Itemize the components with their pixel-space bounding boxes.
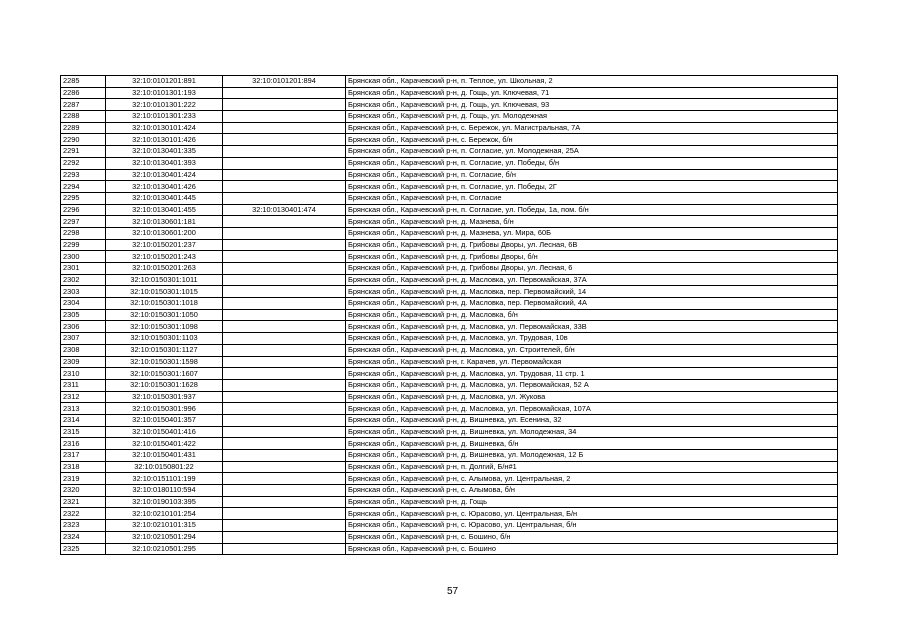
address-cell: Брянская обл., Карачевский р-н, д. Масловка, ул. Трудовая, 10в bbox=[346, 333, 838, 345]
previous-number-cell bbox=[223, 485, 346, 497]
address-cell: Брянская обл., Карачевский р-н, д. Мазнева, б/н bbox=[346, 216, 838, 228]
previous-number-cell bbox=[223, 450, 346, 462]
cadastral-number-cell: 32:10:0150201:237 bbox=[106, 239, 223, 251]
address-cell: Брянская обл., Карачевский р-н, п. Согласие, б/н bbox=[346, 169, 838, 181]
table-row bbox=[61, 169, 838, 181]
address-cell: Брянская обл., Карачевский р-н, д. Гощь bbox=[346, 496, 838, 508]
previous-number-cell bbox=[223, 531, 346, 543]
previous-number-cell: 32:10:0130401:474 bbox=[223, 204, 346, 216]
cadastral-number-cell: 32:10:0150401:357 bbox=[106, 414, 223, 426]
address-cell: Брянская обл., Карачевский р-н, с. Юрасово, ул. Центральная, б/н bbox=[346, 520, 838, 532]
cadastral-number-cell: 32:10:0150301:1050 bbox=[106, 309, 223, 321]
address-cell: Брянская обл., Карачевский р-н, п. Согласие, ул. Молодежная, 25А bbox=[346, 146, 838, 158]
previous-number-cell bbox=[223, 461, 346, 473]
row-number-cell: 2288 bbox=[61, 111, 106, 123]
table-row bbox=[61, 251, 838, 263]
table-row bbox=[61, 122, 838, 134]
table-row bbox=[61, 333, 838, 345]
row-number-cell: 2317 bbox=[61, 450, 106, 462]
table-row bbox=[61, 309, 838, 321]
address-cell: Брянская обл., Карачевский р-н, д. Масловка, ул. Первомайская, 37А bbox=[346, 274, 838, 286]
previous-number-cell bbox=[223, 251, 346, 263]
cadastral-number-cell: 32:10:0210501:294 bbox=[106, 531, 223, 543]
row-number-cell: 2323 bbox=[61, 520, 106, 532]
address-cell: Брянская обл., Карачевский р-н, д. Вишневка, б/н bbox=[346, 438, 838, 450]
table-row bbox=[61, 426, 838, 438]
previous-number-cell bbox=[223, 274, 346, 286]
cadastral-number-cell: 32:10:0130401:455 bbox=[106, 204, 223, 216]
address-cell: Брянская обл., Карачевский р-н, д. Мазнева, ул. Мира, 60Б bbox=[346, 227, 838, 239]
cadastral-number-cell: 32:10:0150401:431 bbox=[106, 450, 223, 462]
address-cell: Брянская обл., Карачевский р-н, с. Юрасово, ул. Центральная, Б/н bbox=[346, 508, 838, 520]
cadastral-number-cell: 32:10:0150201:243 bbox=[106, 251, 223, 263]
previous-number-cell bbox=[223, 286, 346, 298]
table-row bbox=[61, 461, 838, 473]
table-row bbox=[61, 520, 838, 532]
previous-number-cell bbox=[223, 414, 346, 426]
table-row bbox=[61, 239, 838, 251]
cadastral-number-cell: 32:10:0101201:891 bbox=[106, 76, 223, 88]
row-number-cell: 2312 bbox=[61, 391, 106, 403]
page-number: 57 bbox=[446, 586, 459, 597]
previous-number-cell bbox=[223, 181, 346, 193]
address-cell: Брянская обл., Карачевский р-н, п. Согласие, ул. Победы, б/н bbox=[346, 157, 838, 169]
row-number-cell: 2324 bbox=[61, 531, 106, 543]
table-row bbox=[61, 368, 838, 380]
table-row bbox=[61, 76, 838, 88]
previous-number-cell bbox=[223, 309, 346, 321]
table-row bbox=[61, 485, 838, 497]
row-number-cell: 2296 bbox=[61, 204, 106, 216]
cadastral-number-cell: 32:10:0130401:445 bbox=[106, 192, 223, 204]
previous-number-cell bbox=[223, 298, 346, 310]
cadastral-number-cell: 32:10:0101301:193 bbox=[106, 87, 223, 99]
previous-number-cell bbox=[223, 356, 346, 368]
cadastral-number-cell: 32:10:0150301:1015 bbox=[106, 286, 223, 298]
table-row bbox=[61, 157, 838, 169]
table-row bbox=[61, 356, 838, 368]
table-row bbox=[61, 298, 838, 310]
previous-number-cell bbox=[223, 239, 346, 251]
address-cell: Брянская обл., Карачевский р-н, д. Грибовы Дворы, ул. Лесная, 6В bbox=[346, 239, 838, 251]
cadastral-number-cell: 32:10:0130401:393 bbox=[106, 157, 223, 169]
row-number-cell: 2290 bbox=[61, 134, 106, 146]
table-row bbox=[61, 263, 838, 275]
address-cell: Брянская обл., Карачевский р-н, с. Алымова, б/н bbox=[346, 485, 838, 497]
row-number-cell: 2306 bbox=[61, 321, 106, 333]
row-number-cell: 2301 bbox=[61, 263, 106, 275]
row-number-cell: 2300 bbox=[61, 251, 106, 263]
address-cell: Брянская обл., Карачевский р-н, д. Гощь, ул. Ключевая, 93 bbox=[346, 99, 838, 111]
table-row bbox=[61, 321, 838, 333]
row-number-cell: 2297 bbox=[61, 216, 106, 228]
cadastral-number-cell: 32:10:0150401:416 bbox=[106, 426, 223, 438]
table-row bbox=[61, 146, 838, 158]
cadastral-number-cell: 32:10:0150301:937 bbox=[106, 391, 223, 403]
cadastral-number-cell: 32:10:0150301:1127 bbox=[106, 344, 223, 356]
row-number-cell: 2291 bbox=[61, 146, 106, 158]
table-row bbox=[61, 227, 838, 239]
address-cell: Брянская обл., Карачевский р-н, д. Масловка, ул. Первомайская, 52 А bbox=[346, 379, 838, 391]
row-number-cell: 2320 bbox=[61, 485, 106, 497]
table-row bbox=[61, 496, 838, 508]
cadastral-table bbox=[60, 75, 838, 555]
row-number-cell: 2325 bbox=[61, 543, 106, 555]
address-cell: Брянская обл., Карачевский р-н, п. Долгий, Б/н#1 bbox=[346, 461, 838, 473]
previous-number-cell bbox=[223, 426, 346, 438]
row-number-cell: 2309 bbox=[61, 356, 106, 368]
cadastral-number-cell: 32:10:0150301:996 bbox=[106, 403, 223, 415]
previous-number-cell bbox=[223, 122, 346, 134]
address-cell: Брянская обл., Карачевский р-н, с. Бережок, ул. Магистральная, 7А bbox=[346, 122, 838, 134]
cadastral-number-cell: 32:10:0101301:233 bbox=[106, 111, 223, 123]
cadastral-number-cell: 32:10:0130601:181 bbox=[106, 216, 223, 228]
cadastral-number-cell: 32:10:0130101:424 bbox=[106, 122, 223, 134]
address-cell: Брянская обл., Карачевский р-н, с. Бошино bbox=[346, 543, 838, 555]
previous-number-cell bbox=[223, 344, 346, 356]
cadastral-number-cell: 32:10:0150801:22 bbox=[106, 461, 223, 473]
previous-number-cell bbox=[223, 227, 346, 239]
previous-number-cell bbox=[223, 379, 346, 391]
address-cell: Брянская обл., Карачевский р-н, д. Гощь, ул. Молодежная bbox=[346, 111, 838, 123]
table-row bbox=[61, 111, 838, 123]
cadastral-number-cell: 32:10:0130601:200 bbox=[106, 227, 223, 239]
address-cell: Брянская обл., Карачевский р-н, д. Масловка, ул. Первомайская, 33В bbox=[346, 321, 838, 333]
address-cell: Брянская обл., Карачевский р-н, д. Масловка, пер. Первомайский, 14 bbox=[346, 286, 838, 298]
previous-number-cell bbox=[223, 87, 346, 99]
previous-number-cell bbox=[223, 169, 346, 181]
cadastral-number-cell: 32:10:0210501:295 bbox=[106, 543, 223, 555]
previous-number-cell bbox=[223, 263, 346, 275]
table-row bbox=[61, 344, 838, 356]
row-number-cell: 2311 bbox=[61, 379, 106, 391]
cadastral-number-cell: 32:10:0150301:1607 bbox=[106, 368, 223, 380]
address-cell: Брянская обл., Карачевский р-н, п. Согласие, ул. Победы, 1а, пом. б/н bbox=[346, 204, 838, 216]
cadastral-number-cell: 32:10:0130401:335 bbox=[106, 146, 223, 158]
row-number-cell: 2322 bbox=[61, 508, 106, 520]
cadastral-number-cell: 32:10:0150201:263 bbox=[106, 263, 223, 275]
cadastral-number-cell: 32:10:0150301:1011 bbox=[106, 274, 223, 286]
table-row bbox=[61, 438, 838, 450]
row-number-cell: 2315 bbox=[61, 426, 106, 438]
row-number-cell: 2308 bbox=[61, 344, 106, 356]
cadastral-number-cell: 32:10:0130401:426 bbox=[106, 181, 223, 193]
previous-number-cell bbox=[223, 146, 346, 158]
previous-number-cell bbox=[223, 157, 346, 169]
row-number-cell: 2302 bbox=[61, 274, 106, 286]
row-number-cell: 2295 bbox=[61, 192, 106, 204]
cadastral-number-cell: 32:10:0210101:315 bbox=[106, 520, 223, 532]
cadastral-number-cell: 32:10:0150301:1628 bbox=[106, 379, 223, 391]
cadastral-number-cell: 32:10:0180110:594 bbox=[106, 485, 223, 497]
address-cell: Брянская обл., Карачевский р-н, д. Масловка, ул. Жукова bbox=[346, 391, 838, 403]
table-row bbox=[61, 379, 838, 391]
table-row bbox=[61, 286, 838, 298]
previous-number-cell bbox=[223, 520, 346, 532]
table-row bbox=[61, 204, 838, 216]
cadastral-number-cell: 32:10:0130401:424 bbox=[106, 169, 223, 181]
address-cell: Брянская обл., Карачевский р-н, с. Алымова, ул. Центральная, 2 bbox=[346, 473, 838, 485]
address-cell: Брянская обл., Карачевский р-н, г. Карачев, ул. Первомайская bbox=[346, 356, 838, 368]
table-body bbox=[61, 76, 838, 555]
row-number-cell: 2316 bbox=[61, 438, 106, 450]
previous-number-cell bbox=[223, 216, 346, 228]
cadastral-number-cell: 32:10:0151101:199 bbox=[106, 473, 223, 485]
address-cell: Брянская обл., Карачевский р-н, д. Масловка, б/н bbox=[346, 309, 838, 321]
row-number-cell: 2321 bbox=[61, 496, 106, 508]
table-row bbox=[61, 181, 838, 193]
row-number-cell: 2299 bbox=[61, 239, 106, 251]
previous-number-cell bbox=[223, 99, 346, 111]
address-cell: Брянская обл., Карачевский р-н, с. Бошино, б/н bbox=[346, 531, 838, 543]
row-number-cell: 2285 bbox=[61, 76, 106, 88]
address-cell: Брянская обл., Карачевский р-н, с. Бережок, б/н bbox=[346, 134, 838, 146]
table-row bbox=[61, 99, 838, 111]
table-row bbox=[61, 508, 838, 520]
previous-number-cell bbox=[223, 134, 346, 146]
previous-number-cell bbox=[223, 508, 346, 520]
cadastral-number-cell: 32:10:0210101:254 bbox=[106, 508, 223, 520]
address-cell: Брянская обл., Карачевский р-н, д. Масловка, пер. Первомайский, 4А bbox=[346, 298, 838, 310]
row-number-cell: 2289 bbox=[61, 122, 106, 134]
table-row bbox=[61, 414, 838, 426]
address-cell: Брянская обл., Карачевский р-н, п. Согласие bbox=[346, 192, 838, 204]
table-row bbox=[61, 134, 838, 146]
address-cell: Брянская обл., Карачевский р-н, д. Грибовы Дворы, ул. Лесная, 6 bbox=[346, 263, 838, 275]
cadastral-number-cell: 32:10:0150401:422 bbox=[106, 438, 223, 450]
cadastral-number-cell: 32:10:0130101:426 bbox=[106, 134, 223, 146]
cadastral-number-cell: 32:10:0150301:1598 bbox=[106, 356, 223, 368]
address-cell: Брянская обл., Карачевский р-н, п. Теплое, ул. Школьная, 2 bbox=[346, 76, 838, 88]
previous-number-cell: 32:10:0101201:894 bbox=[223, 76, 346, 88]
row-number-cell: 2310 bbox=[61, 368, 106, 380]
row-number-cell: 2294 bbox=[61, 181, 106, 193]
previous-number-cell bbox=[223, 403, 346, 415]
table-row bbox=[61, 391, 838, 403]
table-row bbox=[61, 216, 838, 228]
row-number-cell: 2305 bbox=[61, 309, 106, 321]
address-cell: Брянская обл., Карачевский р-н, д. Масловка, ул. Строителей, б/н bbox=[346, 344, 838, 356]
row-number-cell: 2304 bbox=[61, 298, 106, 310]
table-row bbox=[61, 274, 838, 286]
cadastral-number-cell: 32:10:0190103:395 bbox=[106, 496, 223, 508]
previous-number-cell bbox=[223, 473, 346, 485]
address-cell: Брянская обл., Карачевский р-н, д. Масловка, ул. Первомайская, 107А bbox=[346, 403, 838, 415]
row-number-cell: 2318 bbox=[61, 461, 106, 473]
previous-number-cell bbox=[223, 192, 346, 204]
table-row bbox=[61, 403, 838, 415]
cadastral-number-cell: 32:10:0150301:1103 bbox=[106, 333, 223, 345]
previous-number-cell bbox=[223, 496, 346, 508]
table-row bbox=[61, 543, 838, 555]
table-row bbox=[61, 450, 838, 462]
address-cell: Брянская обл., Карачевский р-н, п. Согласие, ул. Победы, 2Г bbox=[346, 181, 838, 193]
row-number-cell: 2292 bbox=[61, 157, 106, 169]
row-number-cell: 2307 bbox=[61, 333, 106, 345]
address-cell: Брянская обл., Карачевский р-н, д. Гощь, ул. Ключевая, 71 bbox=[346, 87, 838, 99]
row-number-cell: 2287 bbox=[61, 99, 106, 111]
row-number-cell: 2293 bbox=[61, 169, 106, 181]
address-cell: Брянская обл., Карачевский р-н, д. Вишневка, ул. Молодежная, 12 Б bbox=[346, 450, 838, 462]
table-row bbox=[61, 87, 838, 99]
address-cell: Брянская обл., Карачевский р-н, д. Масловка, ул. Трудовая, 11 стр. 1 bbox=[346, 368, 838, 380]
previous-number-cell bbox=[223, 543, 346, 555]
previous-number-cell bbox=[223, 438, 346, 450]
address-cell: Брянская обл., Карачевский р-н, д. Вишневка, ул. Молодежная, 34 bbox=[346, 426, 838, 438]
row-number-cell: 2313 bbox=[61, 403, 106, 415]
address-cell: Брянская обл., Карачевский р-н, д. Грибовы Дворы, б/н bbox=[346, 251, 838, 263]
table-row bbox=[61, 473, 838, 485]
address-cell: Брянская обл., Карачевский р-н, д. Вишневка, ул. Есенина, 32 bbox=[346, 414, 838, 426]
cadastral-number-cell: 32:10:0150301:1098 bbox=[106, 321, 223, 333]
row-number-cell: 2286 bbox=[61, 87, 106, 99]
cadastral-number-cell: 32:10:0101301:222 bbox=[106, 99, 223, 111]
previous-number-cell bbox=[223, 391, 346, 403]
table-row bbox=[61, 192, 838, 204]
previous-number-cell bbox=[223, 111, 346, 123]
row-number-cell: 2314 bbox=[61, 414, 106, 426]
previous-number-cell bbox=[223, 333, 346, 345]
row-number-cell: 2303 bbox=[61, 286, 106, 298]
row-number-cell: 2319 bbox=[61, 473, 106, 485]
previous-number-cell bbox=[223, 321, 346, 333]
previous-number-cell bbox=[223, 368, 346, 380]
cadastral-number-cell: 32:10:0150301:1018 bbox=[106, 298, 223, 310]
table-row bbox=[61, 531, 838, 543]
row-number-cell: 2298 bbox=[61, 227, 106, 239]
